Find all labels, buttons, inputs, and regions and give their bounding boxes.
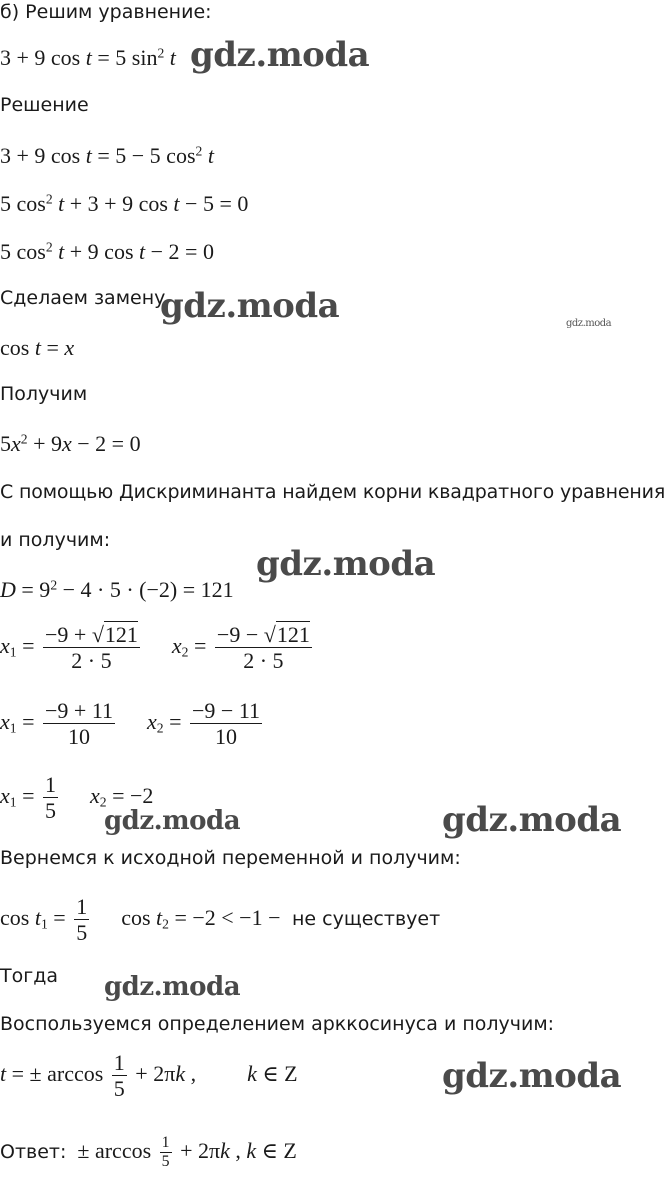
not-exists-label: не существует: [292, 907, 441, 930]
discriminant-text-2: и получим:: [0, 529, 111, 551]
solution-heading: Решение: [0, 94, 89, 116]
watermark: gdz.moda: [442, 1056, 622, 1096]
equation-original: 3 + 9 cos t = 5 $\sin^2 t$: [0, 45, 176, 70]
discriminant-text-1: С помощью Дискриминанта найдем корни квадратного уравнения: [0, 481, 666, 503]
watermark: gdz.moda: [104, 806, 241, 836]
fraction: $\frac{1}{5}$: [161, 1134, 170, 1171]
fraction: $\frac{-9 + √121}{2 \cdot 5}$: [45, 622, 138, 674]
fraction: $\frac{1}{5}$: [113, 1050, 125, 1102]
return-heading: Вернемся к исходной переменной и получим:: [0, 847, 461, 869]
fraction: $\frac{1}{5}$: [76, 894, 88, 946]
fraction: $\frac{-9 - √121}{2 \cdot 5}$: [216, 622, 310, 674]
watermark: gdz.moda: [104, 972, 241, 1002]
general-solution: t = ± arccos $\frac{1}{5}$ + 2πk , k ∈ Z: [0, 1050, 298, 1102]
back-substitution: $\cos t_1$ = $\frac{1}{5}$ $\cos t_2 = -2 < -1$ − не существует: [0, 894, 441, 946]
answer-label: Ответ:: [0, 1140, 67, 1163]
equation-step-3: 5 $\cos^2 t + 9$ cos t − 2 = 0: [0, 239, 214, 264]
roots-simplified: $x_1$ = $\frac{-9 + 11}{10}$ $x_2$ = $\frac{-9 - 11}{10}$: [0, 698, 260, 750]
arccos-heading: Воспользуемся определением арккосинуса и получим:: [0, 1013, 555, 1035]
fraction: $\frac{1}{5}$: [45, 772, 56, 824]
watermark: gdz.moda: [160, 286, 340, 326]
watermark: gdz.moda: [190, 35, 370, 75]
fraction: $\frac{-9 - 11}{10}$: [192, 698, 260, 750]
substitution-equation: cos t = x: [0, 335, 75, 360]
equation-step-1: 3 + 9 cos t = 5 − 5 $\cos^2 t$: [0, 143, 214, 168]
watermark: gdz.moda: [566, 318, 612, 329]
task-heading: б) Решим уравнение:: [0, 1, 212, 23]
then-heading: Тогда: [0, 965, 58, 987]
watermark: gdz.moda: [442, 800, 622, 840]
watermark: gdz.moda: [256, 544, 436, 584]
fraction: $\frac{-9 + 11}{10}$: [45, 698, 113, 750]
substitution-heading: Сделаем замену: [0, 287, 166, 309]
equation-step-2: 5 $\cos^2 t + 3 + 9$ cos t − 5 = 0: [0, 191, 249, 216]
roots-formula: $x_1$ = $\frac{-9 + √121}{2 \cdot 5}$ $x_2$ = $\frac{-9 - √121}{2 \cdot 5}$: [0, 622, 310, 674]
roots-result: $x_1$ = $\frac{1}{5}$ $x_2 = -2$: [0, 772, 154, 824]
answer-line: Ответ: ± arccos $\frac{1}{5}$ + 2πk , k ∈ Z: [0, 1134, 297, 1171]
quadratic-equation: $5x^2 + 9x - 2 = 0$: [0, 431, 141, 456]
obtain-heading: Получим: [0, 383, 88, 405]
discriminant-equation: $D = 9^2 - 4 \cdot 5 \cdot (-2) = 121$: [0, 577, 234, 602]
